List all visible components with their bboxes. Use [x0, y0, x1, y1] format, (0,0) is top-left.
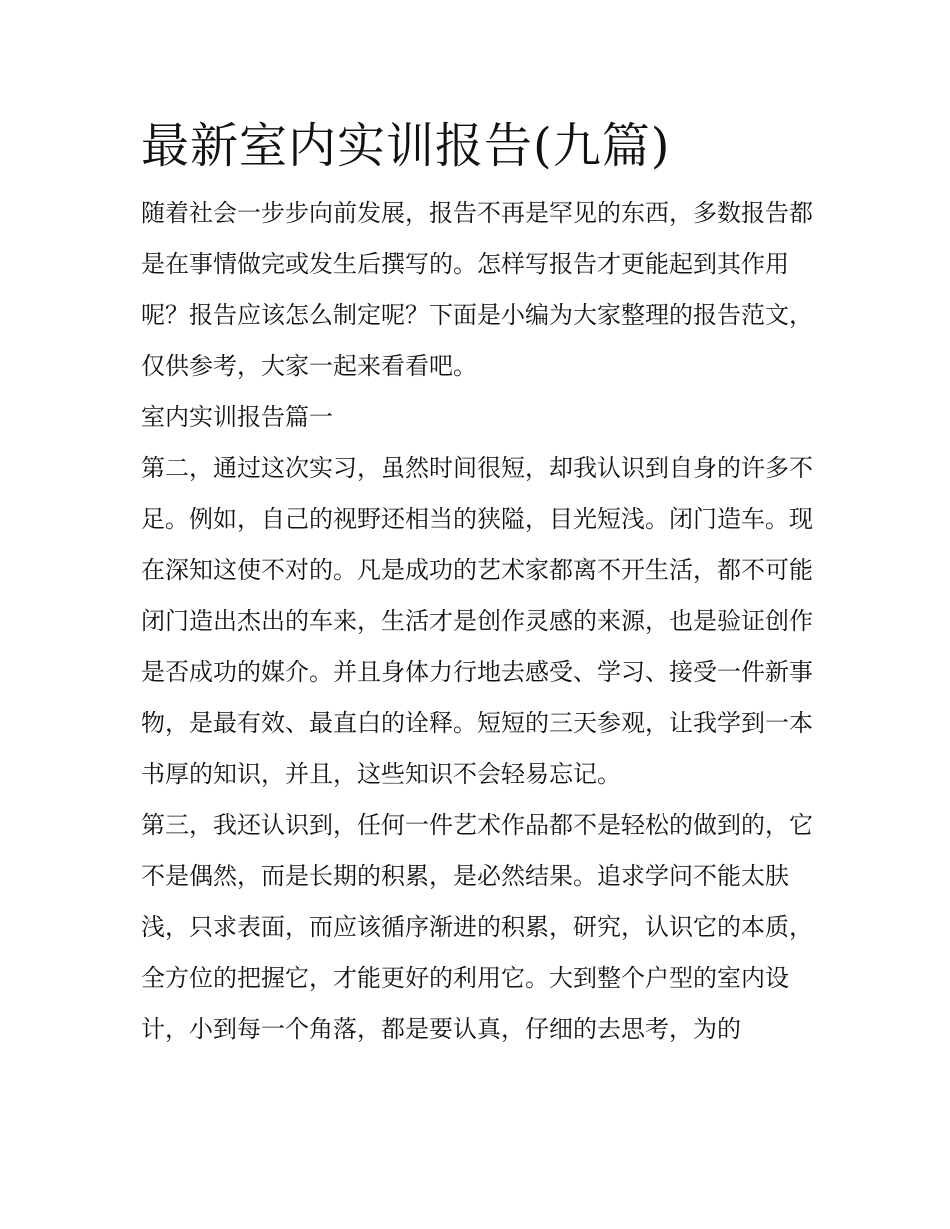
document-title: 最新室内实训报告(九篇) [141, 118, 671, 174]
body-paragraph-1: 第二，通过这次实习，虽然时间很短，却我认识到自身的许多不足。例如，自己的视野还相当的狭隘，目光短浅。闭门造车。现在深知这使不对的。凡是成功的艺术家都离不开生活，都不可能闭门造出杰出的车来，生活才是创作灵感的来源，也是验证创作是否成功的媒介。并且身体力行地去感受、学习、接受一件新事物，是最有效、最直白的诠释。短短的三天参观，让我学到一本书厚的知识，并且，这些知识不会轻易忘记。 [141, 454, 813, 788]
section-heading: 室内实训报告篇一 [141, 403, 333, 431]
body-paragraph-2: 第三，我还认识到，任何一件艺术作品都不是轻松的做到的，它不是偶然，而是长期的积累，是必然结果。追求学问不能太肤浅，只求表面，而应该循序渐进的积累，研究，认识它的本质，全方位的把握它，才能更好的利用它。大到整个户型的室内设计，小到每一个角落，都是要认真，仔细的去思考，为的 [141, 811, 813, 1043]
intro-paragraph: 随着社会一步步向前发展，报告不再是罕见的东西，多数报告都是在事情做完或发生后撰写的。怎样写报告才更能起到其作用呢？报告应该怎么制定呢？下面是小编为大家整理的报告范文，仅供参考，大家一起来看看吧。 [141, 199, 813, 380]
document-body [141, 112, 813, 1055]
